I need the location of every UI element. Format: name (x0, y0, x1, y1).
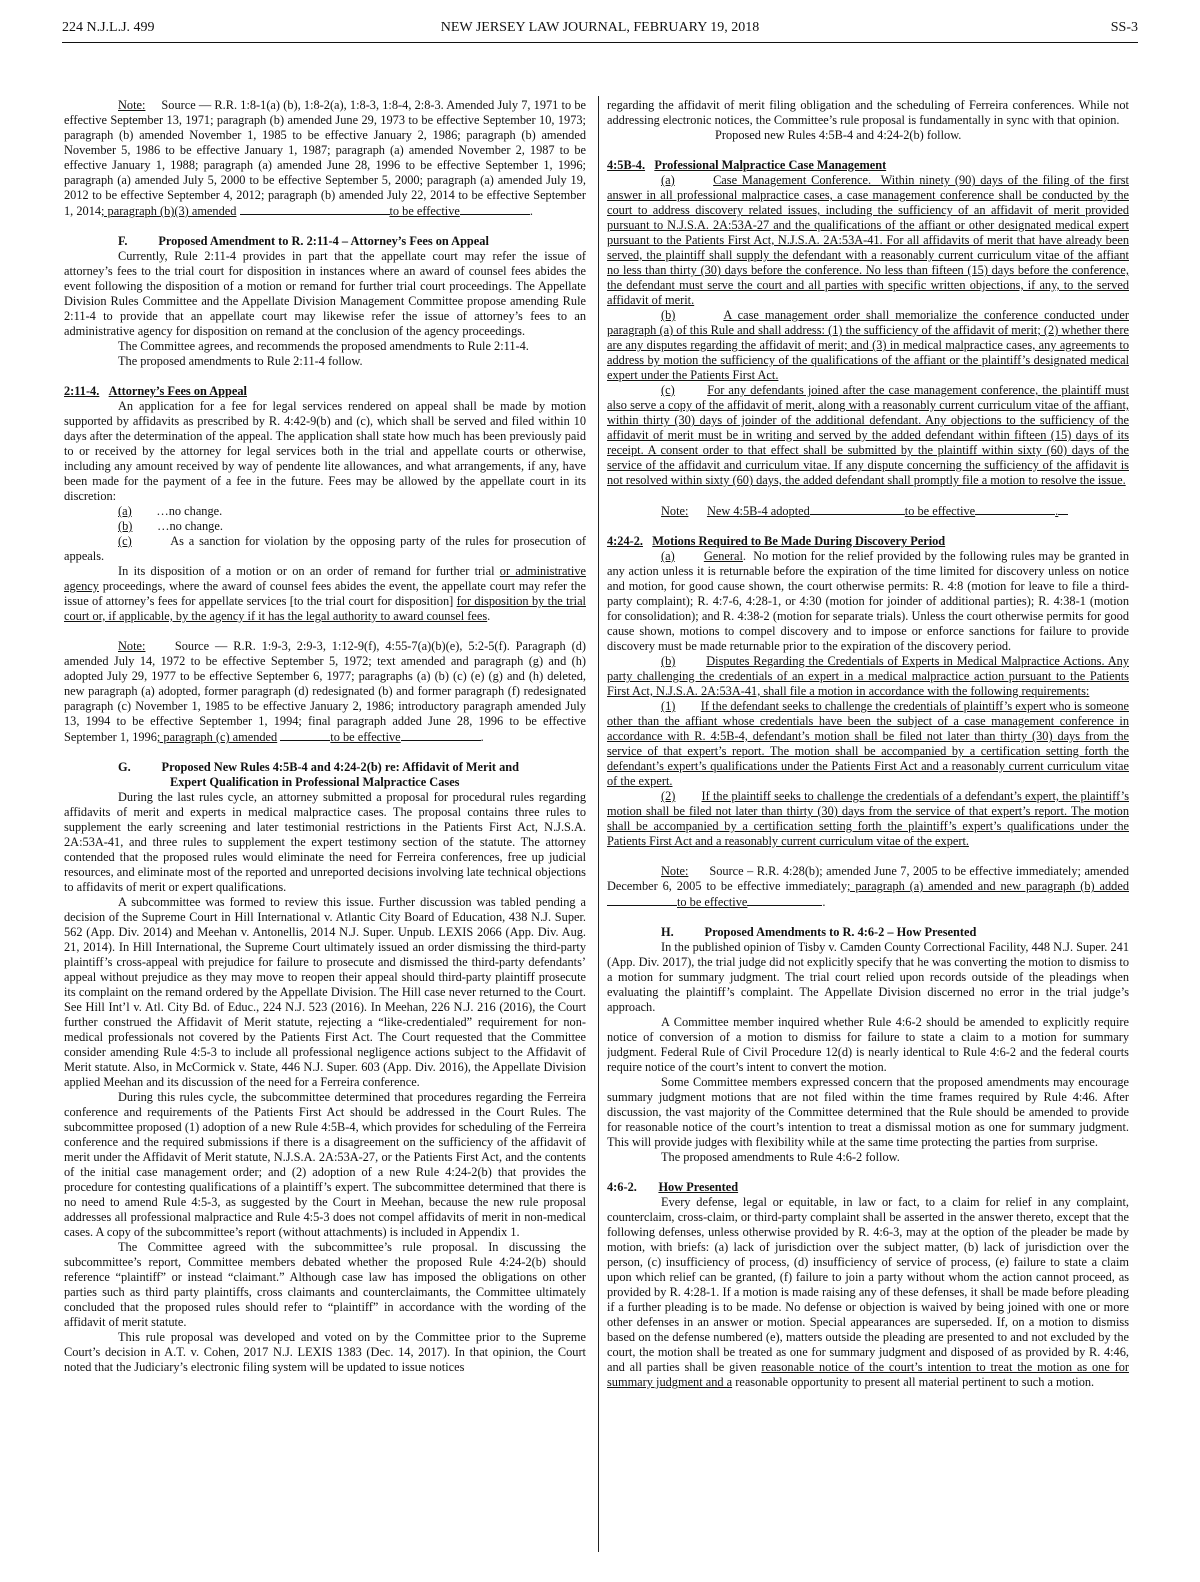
section-h-title: H. Proposed Amendments to R. 4:6-2 – How Presented (661, 925, 977, 939)
paragraph: Some Committee members expressed concern that the proposed amendments may encourage summary judgment motions that are not filed within the time frames required by Rule 4:46. After discussion, the vast majority of the Committee determined that the Rule should be amended to provide for reasonable notice of the court’s intention to treat a dismissal motion as one for summary judgment. This will provide judges with flexibility while at the same time protecting the parties from surprise. (607, 1075, 1129, 1149)
rule-heading: 4:24-2. Motions Required to Be Made During Discovery Period (607, 534, 946, 548)
section-g-subtitle: Expert Qualification in Professional Malpractice Cases (170, 775, 460, 789)
rule-paragraph: Every defense, legal or equitable, in law or fact, to a claim for relief in any complaint, counterclaim, cross-claim, or third-party complaint shall be asserted in the answer thereto, except that the following defenses, unless otherwise provided by R. 4:6-3, may at the option of the pleader be made by motion, with briefs: (a) lack of jurisdiction over the subject matter, (b) lack of jurisdiction over the person, (c) insufficiency of process, (d) insufficiency of service of process, (e) failure to state a claim upon which relief can be granted, (f) failure to join a party without whom the action cannot proceed, as provided by R. 4:28-1. If a motion is made raising any of these defenses, it shall be made before pleading if a further pleading is to be made. No defense or objection is waived by being joined with one or more other defenses in an answer or motion. Special appearances are superseded. If, on a motion to dismiss based on the defense numbered (e), matters outside the pleading are presented to and not excluded by the court, the motion shall be treated as one for summary judgment and disposed of as provided by R. 4:46, and all parties shall be given reasonable notice of the court’s intention to treat the motion as one for summary judgment and a reasonable opportunity to present all material pertinent to such a motion. (607, 1195, 1129, 1389)
blank-line (1058, 503, 1068, 515)
column-divider (598, 96, 599, 1552)
note-paragraph: Note: Source — R.R. 1:8-1(a) (b), 1:8-2(a), 1:8-3, 1:8-4, 2:8-3. Amended July 7, 1971 to be effective September 13, 1971; paragraph (b) amended June 29, 1973 to be effective September 10, 1973; paragraph (b) amended November 1, 1985 to be effective January 2, 1986; paragraph (b) amended November 5, 1986 to be effective January 1, 1987; paragraph (a) amended November 2, 1987 to be effective January 1, 1988; paragraph (a) amended June 28, 1996 to be effective September 1, 1996; paragraph (a) amended July 5, 2000 to be effective September 5, 2000; paragraph (a) amended July 19, 2012 to be effective September 4, 2012; paragraph (b) amended July 22, 2014 to be effective September 1, 2014; paragraph (b)(3) amended to be effective . (64, 98, 586, 218)
paragraph: The proposed amendments to Rule 2:11-4 follow. (118, 354, 363, 368)
note-paragraph: Note: New 4:5B-4 adopted to be effective . (607, 503, 1129, 519)
paragraph: A subcommittee was formed to review this issue. Further discussion was tabled pending a decision of the Supreme Court in Hill International v. Atlantic City Board of Education, 438 N.J. Super. 562 (App. Div. 2014) and Meehan v. Antonellis, 2014 N.J. Super. Unpub. LEXIS 2066 (App. Div. Aug. 21, 2014). In Hill International, the Supreme Court ultimately issued an order dismissing the third-party plaintiff’s cross-appeal with prejudice for failure to prosecute and dismissed the third-party defendants’ appeal without prejudice as they may move to reopen their appeal should third-party plaintiff prosecute its complaint on the remand ordered by the Appellate Division. The Hill case never returned to the Court. See Hill Int’l v. Atl. City Bd. of Educ., 224 N.J. 523 (2016). In Meehan, 226 N.J. 216 (2016), the Court further construed the Affidavit of Merit statute, rejecting a “like-credentialed” requirement for non-medical professionals not covered by the Patients First Act. The Court requested that the Committee consider amending Rule 4:5-3 to include all professional negligence actions subject to the Affidavit of Merit statute. Also, in McCormick v. State, 446 N.J. Super. 603 (App. Div. 2016), the Appellate Division applied Meehan and its discussion of the need for a Ferreira conference. (64, 895, 586, 1089)
paragraph: regarding the affidavit of merit filing obligation and the scheduling of Ferreira conferences. While not addressing electronic notices, the Committee’s rule proposal is fundamentally in sync with that opinion. (607, 98, 1129, 127)
paragraph: In the published opinion of Tisby v. Camden County Correctional Facility, 448 N.J. Super. 241 (App. Div. 2017), the trial judge did not explicitly specify that he was converting the motion to dismiss to a motion for summary judgment. The trial court relied upon records outside of the pleadings when evaluating the plaintiff’s complaint. The Appellate Division discerned no error in the trial judge’s approach. (607, 940, 1129, 1014)
paragraph: During this rules cycle, the subcommittee determined that procedures regarding the Ferreira conference and requirements of the Patients First Act should be addressed in the Court Rules. The subcommittee proposed (1) adoption of a new Rule 4:5B-4, which provides for scheduling of the Ferreira conference and the required submissions if there is a disagreement on the sufficiency of the affidavit of merit under the Affidavit of Merit statute, N.J.S.A. 2A:53A-27, or the Patients First Act, and the contents of the initial case management order; and (2) adoption of a new Rule 4:24-2(b) that provides the procedure for contesting qualifications of a plaintiff’s expert. The subcommittee determined that there is no need to amend Rule 4:5-3, as suggested by the Court in Meehan, because the new rule proposal addresses all professional malpractice and Rule 4:5-3 does not compel affidavits of merit in non-medical cases. A copy of the subcommittee’s report (without attachments) is included in Appendix 1. (64, 1090, 586, 1239)
blank-line (747, 894, 822, 906)
paragraph: The Committee agreed with the subcommittee’s rule proposal. In discussing the subcommittee’s report, Committee members debated whether the proposed Rule 4:24-2(b) should reference “plaintiff” or instead “claimant.” Although case law has imposed the obligations on other parties such as third party plaintiffs, cross claimants and counterclaimants, the Committee ultimately concluded that the proposed rules should refer to “plaintiff” in accordance with the wording of the affidavit of merit statute. (64, 1240, 586, 1329)
rule-paragraph: (a) General. No motion for the relief provided by the following rules may be granted in any action unless it is returnable before the expiration of the time limited for discovery unless on notice and motion, for good cause shown, the court otherwise permits: R. 4:8 (motion for leave to file a third-party complaint); R. 4:7-6, 4:28-1, or 4:30 (motion for joinder of additional parties); R. 4:38-1 (motion for consolidation); and R. 4:38-2 (motion for separate trials). Unless the court otherwise permits for good cause shown, motions to compel discovery and to impose or enforce sanctions for failure to provide discovery must be made returnable prior to the expiration of the discovery period. (607, 549, 1129, 653)
page-header (62, 20, 1138, 43)
rule-paragraph: (c) For any defendants joined after the case management conference, the plaintiff must also serve a copy of the affidavit of merit, along with a reasonably current curriculum vitae of the affiant, within thirty (30) days of joinder of the additional defendant. Any objections to the sufficiency of the affidavit of merit must be in writing and served by the added defendant within fifteen (15) days of its receipt. A consent order to that effect shall be submitted by the plaintiff within sixty (60) days of the service of the affidavit and curriculum vitae. If any dispute concerning the sufficiency of the affidavit is not resolved within sixty (60) days, the added defendant shall promptly file a motion to resolve the issue. (607, 383, 1129, 487)
header-page-number: SS-3 (1110, 20, 1138, 35)
blank-line (607, 894, 677, 906)
left-column (64, 98, 586, 1558)
rule-paragraph: (1) If the defendant seeks to challenge the credentials of plaintiff’s expert who is someone other than the affiant whose credentials have been the subject of a case management conference in accordance with R. 4:5B-4, defendant’s motion shall be filed not later than thirty (30) days from the service of that expert’s report. The motion shall be accompanied by a certification setting forth the defendant’s expert’s qualifications under the Patients First Act and a reasonably current curriculum vitae of the expert. (607, 699, 1129, 788)
header-citation: 224 N.J.L.J. 499 (62, 20, 155, 35)
rule-heading: 2:11-4. Attorney’s Fees on Appeal (64, 384, 247, 398)
blank-line (810, 503, 905, 515)
paragraph: A Committee member inquired whether Rule 4:6-2 should be amended to explicitly require notice of conversion of a motion to dismiss for failure to state a claim to a motion for summary judgment. Federal Rule of Civil Procedure 12(d) is nearly identical to Rule 4:6-2 and the federal courts require notice of the court’s intent to convert the motion. (607, 1015, 1129, 1074)
right-column (607, 98, 1129, 1558)
blank-line (240, 203, 390, 215)
rule-paragraph: (b) A case management order shall memorialize the conference conducted under paragraph (a) of this Rule and shall address: (1) the sufficiency of the affidavit of merit; (2) whether there are any disputes regarding the affidavit of merit; and (3) in medical malpractice cases, any agreements to address by motion the sufficiency of the qualifications of the affiant or the plaintiff’s designated medical expert under the Patients First Act. (607, 308, 1129, 382)
section-f-title: F. Proposed Amendment to R. 2:11-4 – Attorney’s Fees on Appeal (118, 234, 489, 248)
paragraph: Proposed new Rules 4:5B-4 and 4:24-2(b) follow. (715, 128, 962, 142)
note-paragraph: Note: Source — R.R. 1:9-3, 2:9-3, 1:12-9(f), 4:55-7(a)(b)(e), 5:2-5(f). Paragraph (d) amended July 14, 1972 to be effective September 5, 1972; text amended and paragraph (g) and (h) adopted July 29, 1977 to be effective September 6, 1977; paragraphs (a) (b) (c) (e) (g) and (h) deleted, new paragraph (a) adopted, former paragraph (d) redesignated (b) and former paragraph (f) redesignated paragraph (c) November 1, 1985 to be effective January 2, 1986; introductory paragraph amended July 13, 1994 to be effective September 1, 1994; final paragraph added June 28, 1996 to be effective September 1, 1996; paragraph (c) amended to be effective . (64, 639, 586, 744)
paragraph: An application for a fee for legal services rendered on appeal shall be made by motion supported by affidavits as prescribed by R. 4:42-9(b) and (c), which shall be served and filed within 10 days after the determination of the appeal. The application shall state how much has been previously paid to or received by the attorney for legal services both in the trial and appellate courts or otherwise, including any amount received by way of pendente lite allowances, and what arrangements, if any, have been made for the payment of a fee in the future. Fees may be allowed by the appellate court in its discretion: (64, 399, 586, 503)
blank-line (460, 203, 530, 215)
blank-line (975, 503, 1055, 515)
list-item: (c) As a sanction for violation by the opposing party of the rules for prosecution of appeals. (64, 534, 586, 563)
blank-line (280, 729, 330, 741)
paragraph: The proposed amendments to Rule 4:6-2 follow. (661, 1150, 900, 1164)
paragraph: During the last rules cycle, an attorney submitted a proposal for procedural rules regarding affidavits of merit and experts in medical malpractice cases. The proposal contains three rules to supplement the early screening and later testimonial restrictions in the Patients First Act, N.J.S.A. 2A:53A-41, and three rules to supplement the expert testimony section of the statute. The attorney contended that the proposed rules would eliminate the need for Ferreira conferences, free up judicial resources, and eliminate most of the reported and unreported decisions involving late technical objections to affidavits of merit or expert qualifications. (64, 790, 586, 894)
rule-heading: 4:5B-4. Professional Malpractice Case Management (607, 158, 887, 172)
rule-paragraph: (a) Case Management Conference. Within ninety (90) days of the filing of the first answer in all professional malpractice cases, a case management conference shall be conducted by the court to address discovery related issues, including the sufficiency of an affidavit of merit provided pursuant to N.J.S.A. 2A:53A-27 and the qualifications of the affiant or other designated medical expert pursuant to the Patients First Act, N.J.S.A. 2A:53A-41. For all affidavits of merit that have already been served, the plaintiff shall supply the defendant with a reasonably current curriculum vitae of the affiant no less than thirty (30) days before the conference. No less than fifteen (15) days before the conference, the defendant must serve the court and all parties with specific written objections, if any, to the served affidavit of merit. (607, 173, 1129, 307)
rule-heading: 4:6-2. How Presented (607, 1180, 739, 1194)
list-item: (a) …no change. (118, 504, 223, 518)
paragraph: The Committee agrees, and recommends the proposed amendments to Rule 2:11-4. (118, 339, 529, 353)
note-paragraph: Note: Source – R.R. 4:28(b); amended June 7, 2005 to be effective immediately; amended December 6, 2005 to be effective immediately; paragraph (a) amended and new paragraph (b) addedto be effective . (607, 864, 1129, 909)
section-g-title: G. Proposed New Rules 4:5B-4 and 4:24-2(b) re: Affidavit of Merit and (118, 760, 520, 774)
paragraph: In its disposition of a motion or on an order of remand for further trial or administrative agency proceedings, where the award of counsel fees abides the event, the appellate court may refer the issue of attorney’s fees for appellate services [to the trial court for disposition] for disposition by the trial court or, if applicable, by the agency if it has the legal authority to award counsel fees. (64, 564, 586, 623)
paragraph: This rule proposal was developed and voted on by the Committee prior to the Supreme Court’s decision in A.T. v. Cohen, 2017 N.J. LEXIS 1383 (Dec. 14, 2017). In that opinion, the Court noted that the Judiciary’s electronic filing system will be updated to issue notices (64, 1330, 586, 1374)
header-publication: NEW JERSEY LAW JOURNAL, FEBRUARY 19, 2018 (440, 20, 760, 35)
list-item: (b) …no change. (118, 519, 223, 533)
rule-paragraph: (2) If the plaintiff seeks to challenge the credentials of a defendant’s expert, the plaintiff’s motion shall be filed not later than thirty (30) days from the service of that expert’s report. The motion shall be accompanied by a certification setting forth the plaintiff’s expert’s qualifications under the Patients First Act and a reasonably current curriculum vitae of the expert. (607, 789, 1129, 848)
rule-paragraph: (b) Disputes Regarding the Credentials of Experts in Medical Malpractice Actions. Any party challenging the credentials of an expert in a medical malpractice action pursuant to the Patients First Act, N.J.S.A. 2A:53A-41, shall file a motion in accordance with the following requirements: (607, 654, 1129, 698)
paragraph: Currently, Rule 2:11-4 provides in part that the appellate court may refer the issue of attorney’s fees to the trial court for disposition in instances where an award of counsel fees abides the event following the disposition of a motion or remand for further trial court proceedings. The Appellate Division Rules Committee and the Appellate Division Management Committee propose amending Rule 2:11-4 to provide that an appellate court may likewise refer the issue of attorney’s fees to an administrative agency for disposition on remand at the conclusion of the agency proceedings. (64, 249, 586, 338)
blank-line (401, 729, 481, 741)
